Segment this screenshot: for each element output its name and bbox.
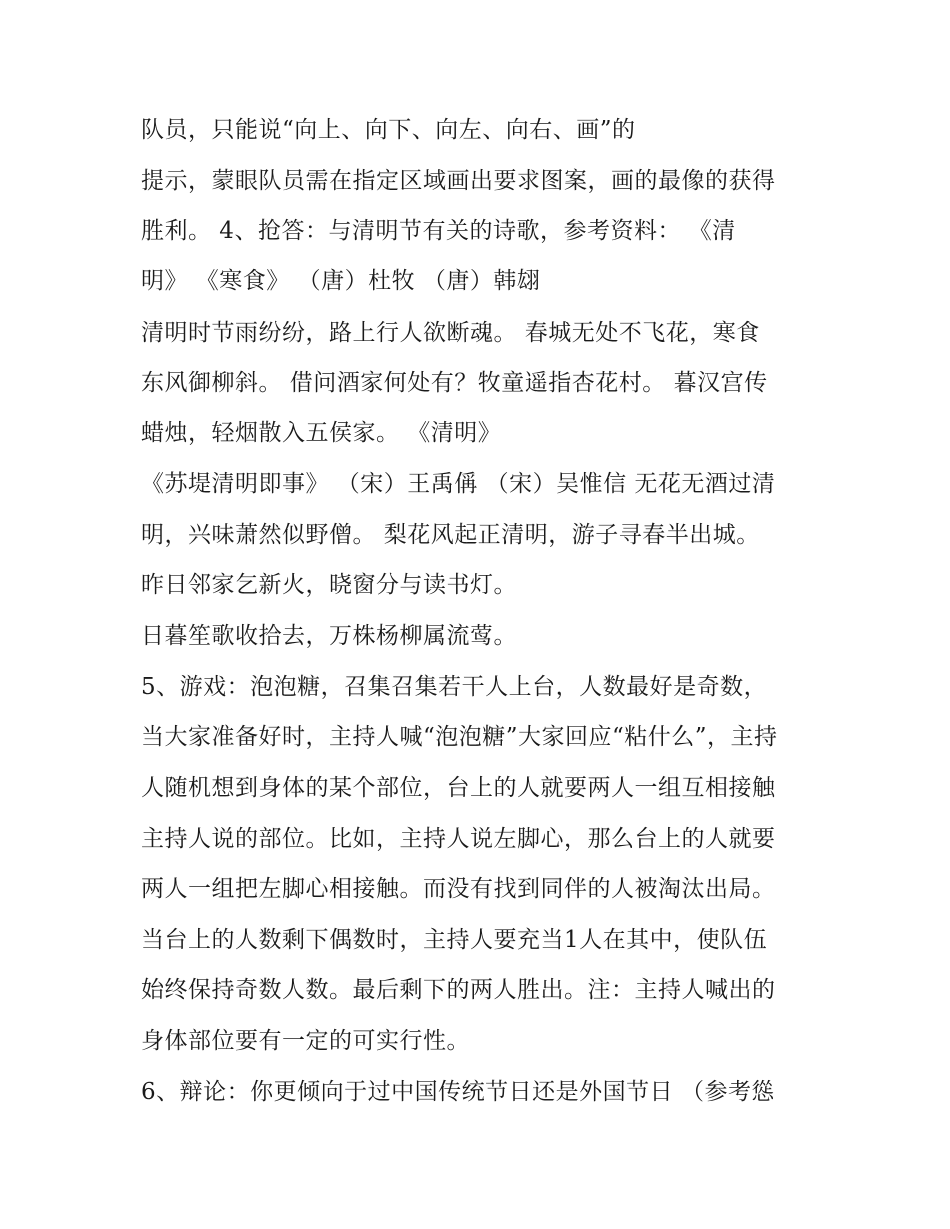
text-line: 蜡烛，轻烟散入五侯家。 《清明》 [141, 420, 502, 446]
text-line: 主持人说的部位。比如，主持人说左脚心，那么台上的人就要 [141, 826, 776, 852]
text-line: 6、辩论：你更倾向于过中国传统节日还是外国节日 （参考慫 [141, 1079, 775, 1105]
text-line: 清明时节雨纷纷，路上行人欲断魂。 春城无处不飞花，寒食 [141, 320, 760, 346]
text-line: 提示，蒙眼队员需在指定区域画出要求图案，画的最像的获得 [141, 168, 776, 194]
text-line: 队员，只能说“向上、向下、向左、向右、画”的 [141, 117, 636, 143]
text-line: 东风御柳斜。 借问酒家何处有？牧童遥指杏花村。 暮汉宫传 [141, 370, 768, 396]
text-line: 两人一组把左脚心相接触。而没有找到同伴的人被淘汰出局。 [141, 876, 776, 902]
text-line: 明，兴味萧然似野僧。 梨花风起正清明，游子寻春半出城。 [141, 522, 760, 548]
text-line: 《苏堤清明即事》 （宋）王禹偁 （宋）吴惟信 无花无酒过清 [141, 471, 776, 497]
text-line: 昨日邻家乞新火，晓窗分与读书灯。 [141, 572, 517, 598]
text-line: 始终保持奇数人数。最后剩下的两人胜出。注：主持人喊出的 [141, 977, 776, 1003]
text-line: 身体部位要有一定的可实行性。 [141, 1028, 470, 1054]
text-line: 胜利。 4、抢答：与清明节有关的诗歌，参考资料： 《清 [141, 218, 736, 244]
text-line: 当大家准备好时，主持人喊“泡泡糖”大家回应“粘什么”，主持 [141, 724, 778, 750]
text-line: 日暮笙歌收拾去，万株杨柳属流莺。 [141, 623, 517, 649]
text-line: 人随机想到身体的某个部位，台上的人就要两人一组互相接触 [141, 775, 776, 801]
text-line: 明》 《寒食》 （唐）杜牧 （唐）韩翃 [141, 268, 541, 294]
text-line: 5、游戏：泡泡糖，召集召集若干人上台，人数最好是奇数， [141, 674, 768, 700]
text-line: 当台上的人数剩下偶数时，主持人要充当1人在其中，使队伍 [141, 927, 768, 953]
